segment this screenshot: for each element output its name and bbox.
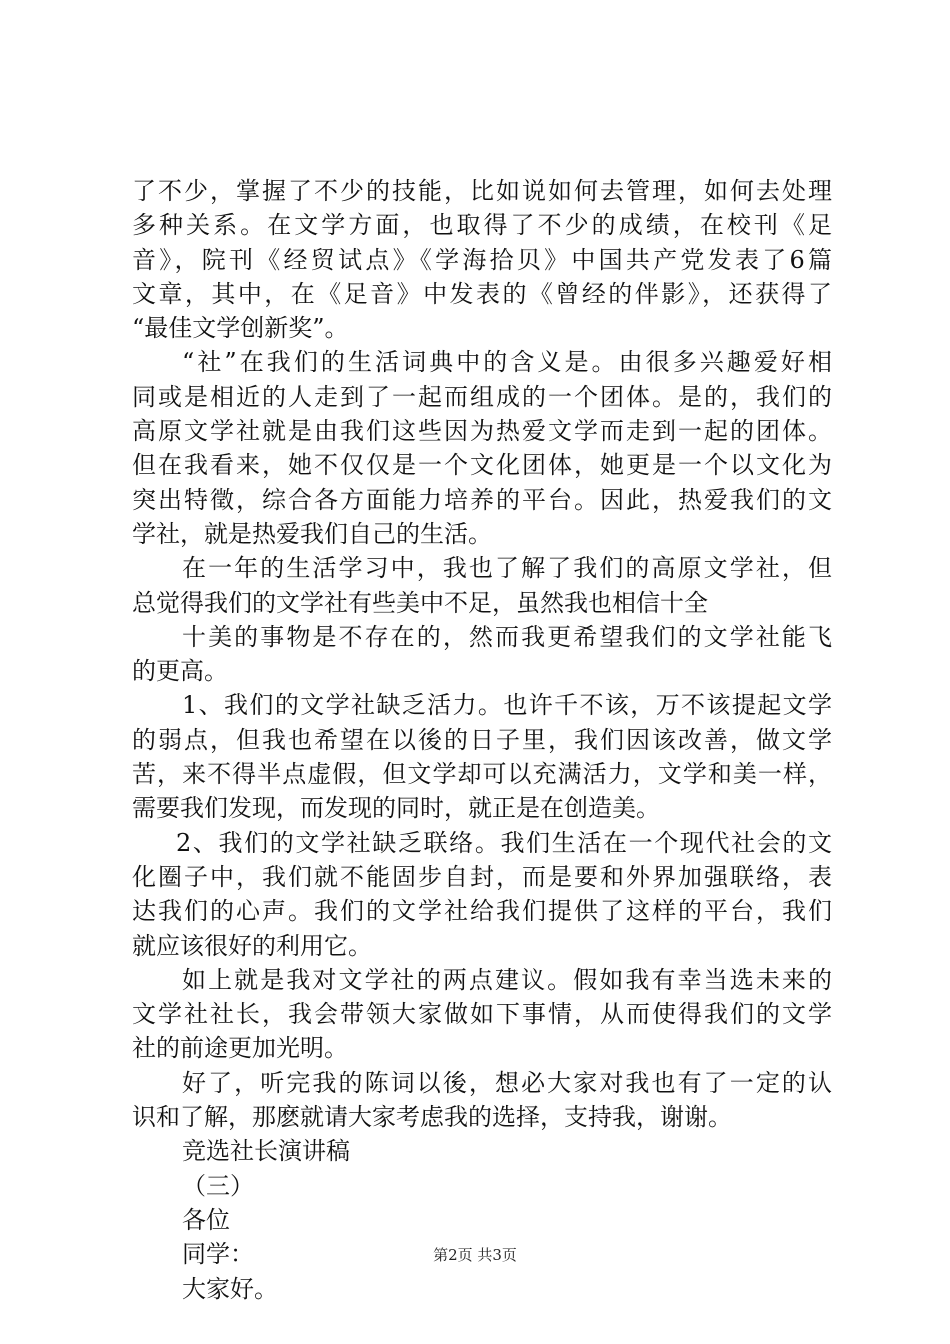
- text-line: 需要我们发现，而发现的同时，就正是在创造美。: [132, 794, 660, 823]
- text-line: 在一年的生活学习中，我也了解了我们的高原文学社，但: [182, 554, 832, 583]
- text-line: 达我们的心声。我们的文学社给我们提供了这样的平台，我们: [132, 897, 832, 926]
- text-line: 识和了解，那麽就请大家考虑我的选择，支持我，谢谢。: [132, 1103, 732, 1132]
- text-line: “最佳文学创新奖”。: [132, 314, 349, 343]
- text-line: 苦，来不得半点虚假，但文学却可以充满活力，文学和美一样，: [132, 760, 832, 789]
- text-line: 的更高。: [132, 657, 228, 686]
- text-line: 好了，听完我的陈词以後，想必大家对我也有了一定的认: [182, 1068, 832, 1097]
- text-line: 突出特徵，综合各方面能力培养的平台。因此，热爱我们的文: [132, 485, 832, 514]
- text-line: 音》，院刊《经贸试点》《学海拾贝》中国共产党发表了6篇: [132, 245, 832, 274]
- text-line: 如上就是我对文学社的两点建议。假如我有幸当选未来的: [182, 965, 832, 994]
- text-line: 就应该很好的利用它。: [132, 931, 372, 960]
- text-line: 同或是相近的人走到了一起而组成的一个团体。是的，我们的: [132, 382, 832, 411]
- text-line: 但在我看来，她不仅仅是一个文化团体，她更是一个以文化为: [132, 451, 832, 480]
- text-line: 化圈子中，我们就不能固步自封，而是要和外界加强联络，表: [132, 862, 832, 891]
- text-line: 竞选社长演讲稿: [182, 1137, 350, 1166]
- page-footer: 第2页 共3页: [433, 1246, 517, 1264]
- text-line: 学社，就是热爱我们自己的生活。: [132, 519, 492, 548]
- text-line: “社”在我们的生活词典中的含义是。由很多兴趣爱好相: [182, 348, 832, 377]
- text-line: 同学：: [182, 1240, 254, 1269]
- text-line: 大家好。: [182, 1274, 278, 1303]
- text-line: 十美的事物是不存在的，然而我更希望我们的文学社能飞: [182, 622, 832, 651]
- text-line: 多种关系。在文学方面，也取得了不少的成绩，在校刊《足: [132, 211, 832, 240]
- text-line: 文章，其中，在《足音》中发表的《曾经的伴影》，还获得了: [132, 279, 832, 308]
- document-body: [132, 174, 832, 1306]
- text-line: 文学社社长，我会带领大家做如下事情，从而使得我们的文学: [132, 1000, 832, 1029]
- text-line: 的弱点，但我也希望在以後的日子里，我们因该改善，做文学: [132, 725, 832, 754]
- text-line: （三）: [182, 1171, 254, 1200]
- text-line: 社的前途更加光明。: [132, 1034, 348, 1063]
- text-line: 总觉得我们的文学社有些美中不足，虽然我也相信十全: [132, 588, 708, 617]
- text-line: 了不少，掌握了不少的技能，比如说如何去管理，如何去处理: [132, 177, 832, 205]
- text-line: 各位: [182, 1205, 230, 1234]
- text-line: 1、我们的文学社缺乏活力。也许千不该，万不该提起文学: [182, 691, 832, 720]
- text-line: 2、我们的文学社缺乏联络。我们生活在一个现代社会的文: [176, 828, 832, 857]
- text-line: 高原文学社就是由我们这些因为热爱文学而走到一起的团体。: [132, 417, 832, 446]
